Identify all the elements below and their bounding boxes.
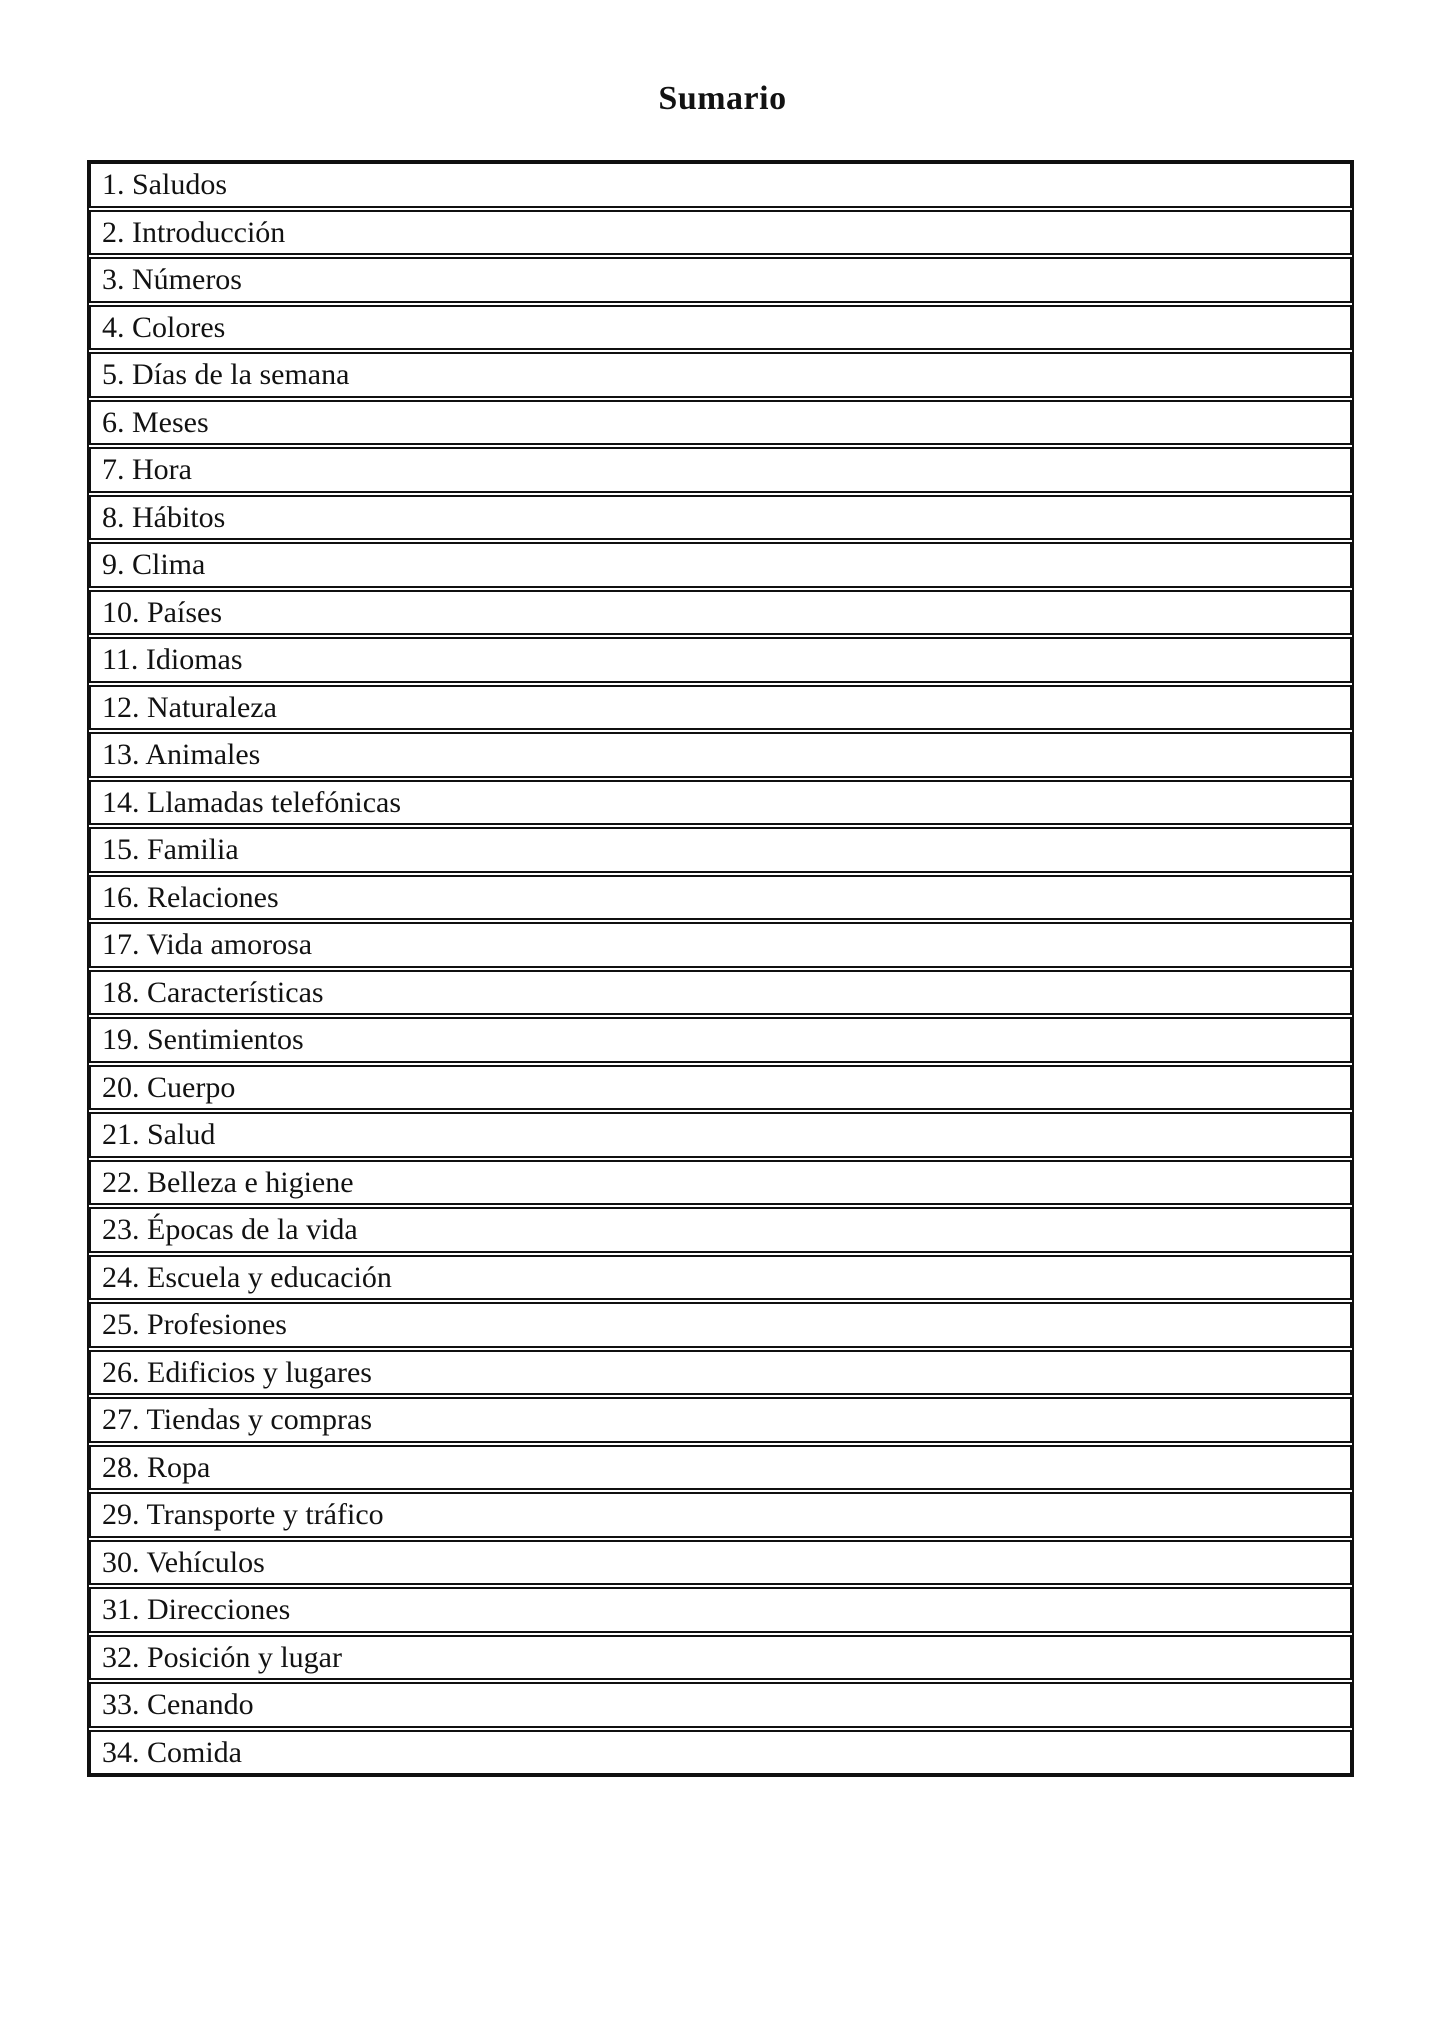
toc-row bbox=[89, 732, 1352, 778]
toc-row bbox=[89, 495, 1352, 541]
toc-row-label: Hábitos bbox=[132, 500, 226, 534]
toc-row-number: 9. bbox=[102, 548, 125, 581]
toc-row bbox=[89, 1492, 1352, 1538]
toc-row bbox=[89, 210, 1352, 256]
toc-row bbox=[89, 1397, 1352, 1443]
toc-row-number: 13. bbox=[102, 738, 140, 771]
toc-row bbox=[89, 1540, 1352, 1586]
toc-row-label: Animales bbox=[145, 738, 261, 771]
toc-row-label: Naturaleza bbox=[147, 690, 277, 724]
toc-row-number: 23. bbox=[102, 1213, 140, 1246]
toc-row-label: Ropa bbox=[147, 1450, 211, 1484]
toc-row-label: Días de la semana bbox=[132, 358, 350, 391]
toc-row bbox=[89, 1160, 1352, 1206]
toc-row bbox=[89, 875, 1352, 921]
toc-row bbox=[89, 780, 1352, 826]
toc-row-number: 30. bbox=[102, 1545, 140, 1579]
toc-row bbox=[89, 447, 1352, 493]
toc-row-number: 15. bbox=[102, 833, 140, 866]
toc-row bbox=[89, 400, 1352, 446]
toc-row-label: Épocas de la vida bbox=[147, 1213, 358, 1246]
toc-row bbox=[89, 305, 1352, 351]
toc-row-number: 34. bbox=[102, 1735, 140, 1769]
toc-row-number: 1. bbox=[102, 168, 125, 201]
toc-row-label: Transporte y tráfico bbox=[146, 1498, 384, 1531]
toc-row-label: Belleza e higiene bbox=[147, 1165, 354, 1199]
toc-row-label: Introducción bbox=[132, 215, 286, 249]
toc-row-label: Saludos bbox=[132, 168, 228, 201]
toc-row-label: Profesiones bbox=[147, 1308, 287, 1341]
toc-row-number: 32. bbox=[102, 1640, 140, 1674]
toc-row-number: 24. bbox=[102, 1260, 140, 1294]
toc-row-label: Cuerpo bbox=[147, 1070, 236, 1104]
toc-row-number: 29. bbox=[102, 1498, 140, 1531]
toc-row-label: Llamadas telefónicas bbox=[147, 785, 402, 819]
toc-row bbox=[89, 590, 1352, 636]
toc-row bbox=[89, 970, 1352, 1016]
toc-row bbox=[89, 1445, 1352, 1491]
toc-row bbox=[89, 1017, 1352, 1063]
toc-row-label: Comida bbox=[147, 1735, 242, 1769]
toc-row-number: 25. bbox=[102, 1308, 140, 1341]
toc-row-number: 22. bbox=[102, 1165, 140, 1199]
toc-row-number: 2. bbox=[102, 215, 125, 249]
toc-row-label: Edificios y lugares bbox=[147, 1355, 372, 1389]
toc-row-number: 21. bbox=[102, 1118, 140, 1151]
toc-row bbox=[89, 922, 1352, 968]
toc-row-label: Relaciones bbox=[147, 880, 279, 914]
toc-row-number: 14. bbox=[102, 785, 140, 819]
toc-row-number: 8. bbox=[102, 500, 125, 534]
toc-row-label: Familia bbox=[147, 833, 239, 866]
toc-row-label: Hora bbox=[132, 453, 192, 486]
toc-row-label: Números bbox=[132, 263, 242, 296]
toc-row-label: Colores bbox=[132, 310, 226, 344]
toc-row bbox=[89, 1635, 1352, 1681]
toc-row-number: 26. bbox=[102, 1355, 140, 1389]
toc-row-label: Direcciones bbox=[147, 1593, 291, 1626]
toc-row-number: 7. bbox=[102, 453, 125, 486]
toc-row-label: Vehículos bbox=[146, 1545, 265, 1579]
toc-row bbox=[89, 1065, 1352, 1111]
toc-row bbox=[89, 542, 1352, 588]
toc-row-number: 27. bbox=[102, 1403, 140, 1436]
toc-row bbox=[89, 1730, 1352, 1776]
toc-row-number: 16. bbox=[102, 880, 140, 914]
toc-row bbox=[89, 827, 1352, 873]
toc-row-number: 20. bbox=[102, 1070, 140, 1104]
toc-row bbox=[89, 352, 1352, 398]
toc-row-number: 12. bbox=[102, 690, 140, 724]
toc-row-number: 10. bbox=[102, 595, 140, 629]
toc-row-label: Posición y lugar bbox=[147, 1640, 342, 1674]
toc-row-number: 33. bbox=[102, 1688, 140, 1721]
toc-row-label: Idiomas bbox=[145, 643, 243, 676]
toc-row bbox=[89, 685, 1352, 731]
toc-row bbox=[89, 1112, 1352, 1158]
toc-row-number: 11. bbox=[102, 643, 139, 676]
toc-row-number: 3. bbox=[102, 263, 125, 296]
toc-row-label: Vida amorosa bbox=[146, 928, 313, 961]
toc-row-label: Escuela y educación bbox=[147, 1260, 392, 1294]
toc-row bbox=[89, 257, 1352, 303]
toc-row-label: Sentimientos bbox=[147, 1023, 304, 1056]
toc-row-number: 6. bbox=[102, 405, 125, 439]
toc-row bbox=[89, 162, 1352, 208]
toc-row bbox=[89, 637, 1352, 683]
toc-row bbox=[89, 1682, 1352, 1728]
toc-row-label: Tiendas y compras bbox=[146, 1403, 373, 1436]
toc-row-number: 28. bbox=[102, 1450, 140, 1484]
toc-row-label: Países bbox=[147, 595, 222, 629]
toc-row bbox=[89, 1587, 1352, 1633]
toc-table bbox=[87, 160, 1354, 1777]
toc-row-label: Meses bbox=[132, 405, 209, 439]
toc-row-number: 4. bbox=[102, 310, 125, 344]
toc-row-label: Cenando bbox=[147, 1688, 254, 1721]
toc-row-number: 5. bbox=[102, 358, 125, 391]
toc-row-number: 19. bbox=[102, 1023, 140, 1056]
toc-row-number: 17. bbox=[102, 928, 140, 961]
toc-row bbox=[89, 1207, 1352, 1253]
toc-row bbox=[89, 1255, 1352, 1301]
page-title: Sumario bbox=[658, 80, 787, 117]
toc-row-label: Características bbox=[147, 975, 324, 1009]
toc-row-label: Clima bbox=[132, 548, 206, 581]
toc-row-label: Salud bbox=[147, 1118, 216, 1151]
toc-row-number: 31. bbox=[102, 1593, 140, 1626]
toc-row bbox=[89, 1302, 1352, 1348]
toc-row bbox=[89, 1350, 1352, 1396]
toc-row-number: 18. bbox=[102, 975, 140, 1009]
